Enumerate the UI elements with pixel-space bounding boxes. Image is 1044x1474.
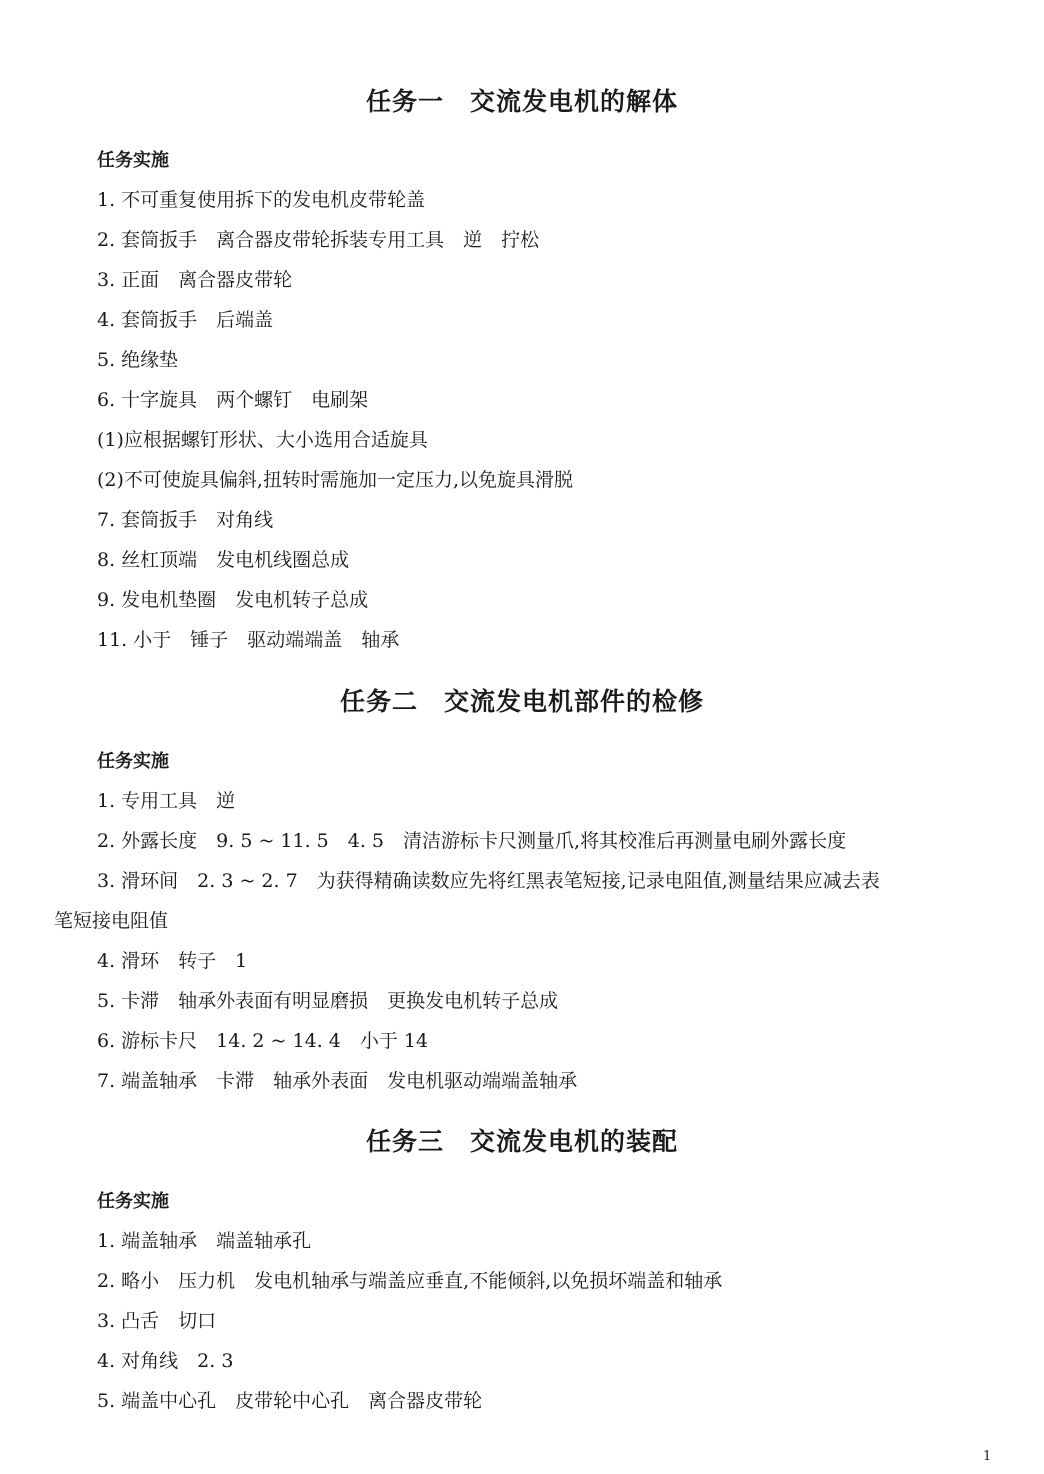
section-3-line: 4. 对角线 2. 3 xyxy=(97,1350,234,1372)
section-2-line: 7. 端盖轴承 卡滞 轴承外表面 发电机驱动端端盖轴承 xyxy=(97,1070,578,1092)
section-1-line: 11. 小于 锤子 驱动端端盖 轴承 xyxy=(97,629,400,651)
section-1-line: 7. 套筒扳手 对角线 xyxy=(97,509,274,531)
section-1-line: 2. 套筒扳手 离合器皮带轮拆装专用工具 逆 拧松 xyxy=(97,229,540,251)
section-2-line: 3. 滑环间 2. 3 ~ 2. 7 为获得精确读数应先将红黑表笔短接,记录电阻值,测量结果应减去表 xyxy=(97,870,880,892)
section-2-line-continuation: 笔短接电阻值 xyxy=(54,910,169,932)
section-1-line: (2)不可使旋具偏斜,扭转时需施加一定压力,以免旋具滑脱 xyxy=(97,469,573,491)
section-2-line: 2. 外露长度 9. 5 ~ 11. 5 4. 5 清洁游标卡尺测量爪,将其校准后再测量电刷外露长度 xyxy=(97,830,847,852)
section-2-line: 4. 滑环 转子 1 xyxy=(97,950,248,972)
section-3-line: 3. 凸舌 切口 xyxy=(97,1310,217,1332)
section-3-subheading: 任务实施 xyxy=(97,1191,169,1212)
section-2-title: 任务二 交流发电机部件的检修 xyxy=(339,687,704,716)
section-2-line: 5. 卡滞 轴承外表面有明显磨损 更换发电机转子总成 xyxy=(97,990,559,1012)
section-1-line: 5. 绝缘垫 xyxy=(97,349,179,371)
section-2-line: 6. 游标卡尺 14. 2 ~ 14. 4 小于 14 xyxy=(97,1030,429,1052)
section-1-line: 8. 丝杠顶端 发电机线圈总成 xyxy=(97,549,350,571)
section-3-line: 5. 端盖中心孔 皮带轮中心孔 离合器皮带轮 xyxy=(97,1390,483,1412)
section-1-line: 6. 十字旋具 两个螺钉 电刷架 xyxy=(97,389,369,411)
section-1-line: 4. 套筒扳手 后端盖 xyxy=(97,309,274,331)
section-3-title: 任务三 交流发电机的装配 xyxy=(365,1127,678,1156)
page-number: 1 xyxy=(983,1449,992,1464)
section-1-line: 3. 正面 离合器皮带轮 xyxy=(97,269,293,291)
section-1-line: 9. 发电机垫圈 发电机转子总成 xyxy=(97,589,369,611)
section-3-line: 2. 略小 压力机 发电机轴承与端盖应垂直,不能倾斜,以免损坏端盖和轴承 xyxy=(97,1270,723,1292)
section-3-line: 1. 端盖轴承 端盖轴承孔 xyxy=(97,1230,312,1252)
section-1-line: (1)应根据螺钉形状、大小选用合适旋具 xyxy=(97,429,428,451)
section-2-line: 1. 专用工具 逆 xyxy=(97,790,236,812)
section-1-subheading: 任务实施 xyxy=(97,150,169,171)
section-1-title: 任务一 交流发电机的解体 xyxy=(365,87,678,116)
section-1-line: 1. 不可重复使用拆下的发电机皮带轮盖 xyxy=(97,189,426,211)
section-2-subheading: 任务实施 xyxy=(97,751,169,772)
